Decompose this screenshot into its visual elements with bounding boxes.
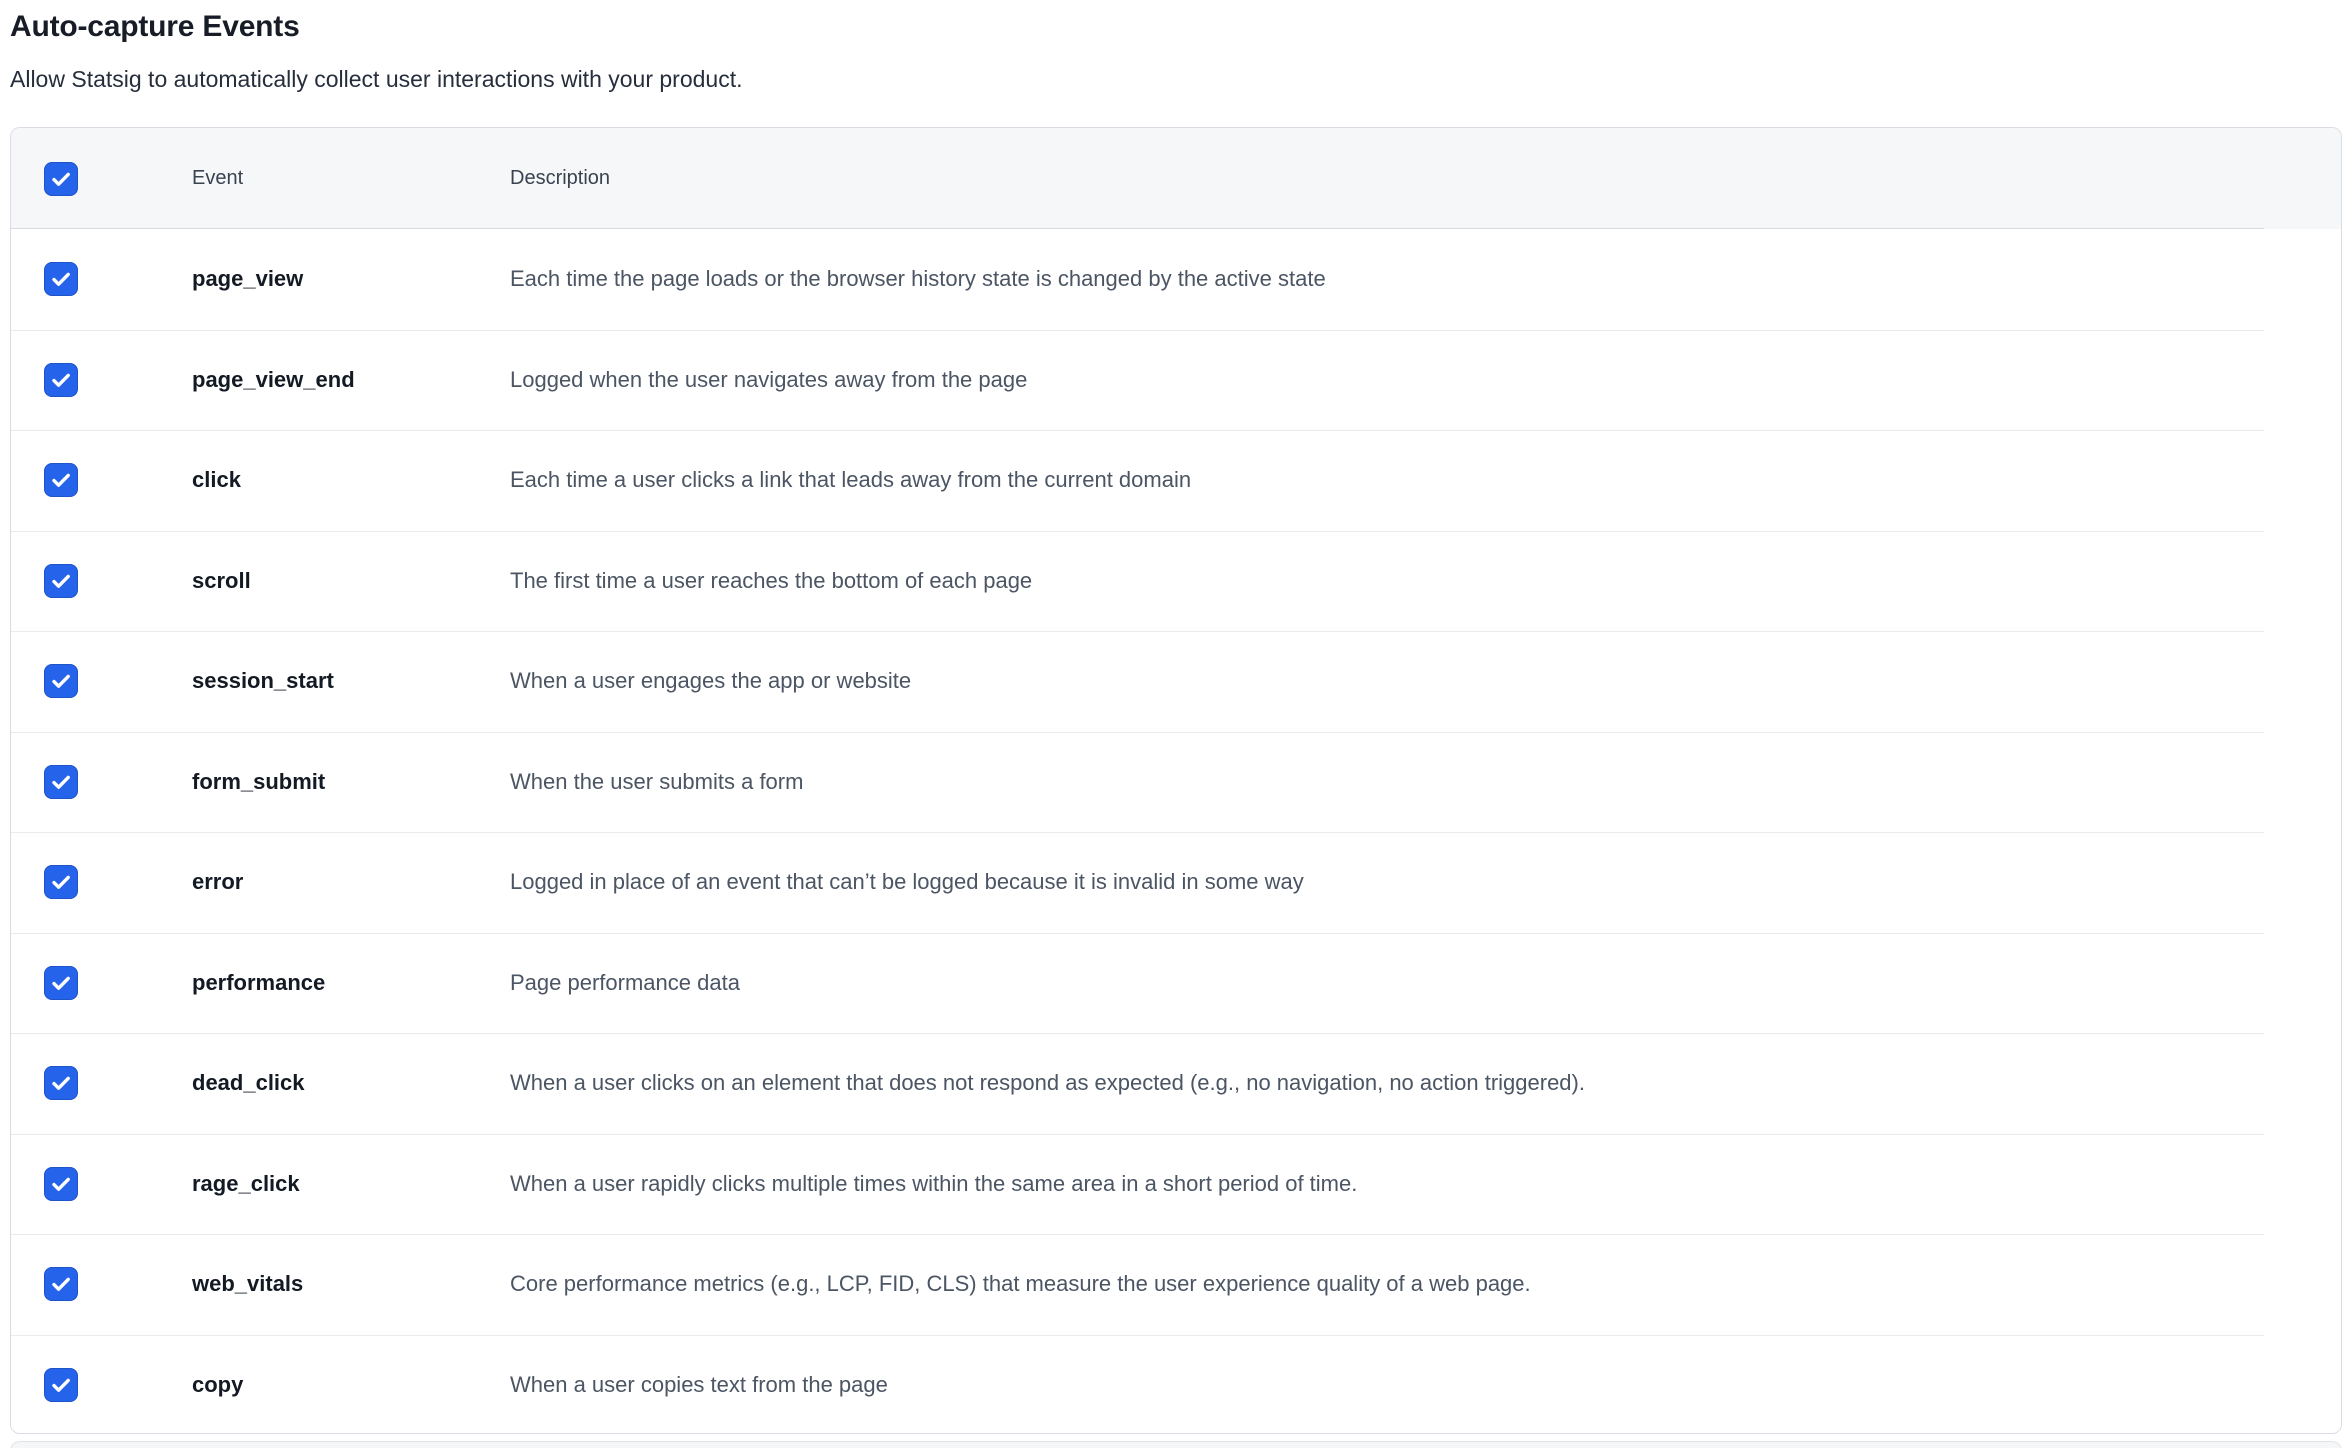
row-description-cell (510, 1372, 2341, 1398)
event-name: session_start (192, 668, 334, 694)
table-row (11, 330, 2341, 431)
table-row (11, 1134, 2341, 1235)
event-description: When a user copies text from the page (510, 1371, 888, 1397)
event-name: rage_click (192, 1170, 300, 1196)
check-icon (49, 870, 73, 894)
event-name: click (192, 467, 241, 493)
check-icon (49, 1272, 73, 1296)
row-checkbox-cell (11, 1066, 192, 1100)
table-row (11, 933, 2341, 1034)
page-subtitle: Allow Statsig to automatically collect user interactions with your product. (10, 66, 743, 92)
row-event-cell (192, 367, 510, 393)
table-row (11, 1335, 2341, 1435)
event-description: Core performance metrics (e.g., LCP, FID, CLS) that measure the user experience quality of a web page. (510, 1271, 1531, 1297)
row-description-cell (510, 467, 2341, 493)
event-name: copy (192, 1371, 244, 1397)
table-row (11, 531, 2341, 632)
row-description-cell (510, 367, 2341, 393)
event-description: Each time a user clicks a link that leads away from the current domain (510, 467, 1192, 493)
event-description: Page performance data (510, 969, 740, 995)
check-icon (49, 569, 73, 593)
row-checkbox-cell (11, 363, 192, 397)
check-icon (49, 267, 73, 291)
event-name: page_view_end (192, 366, 355, 392)
row-checkbox-cell (11, 1267, 192, 1301)
row-description-cell (510, 1171, 2341, 1197)
check-icon (49, 770, 73, 794)
row-description-cell (510, 568, 2341, 594)
row-event-cell (192, 266, 510, 292)
row-event-cell (192, 668, 510, 694)
row-event-cell (192, 1070, 510, 1096)
table-row (11, 430, 2341, 531)
check-icon (49, 167, 73, 191)
row-checkbox-cell (11, 865, 192, 899)
table-row (11, 1234, 2341, 1335)
table-body (11, 229, 2341, 1434)
event-description: When a user clicks on an element that does not respond as expected (e.g., no navigation, no action triggered). (510, 1070, 1585, 1096)
row-description-cell (510, 668, 2341, 694)
row-event-cell (192, 1372, 510, 1398)
event-description: When the user submits a form (510, 768, 804, 794)
row-event-cell (192, 1271, 510, 1297)
row-checkbox-cell (11, 1368, 192, 1402)
row-checkbox[interactable] (44, 765, 78, 799)
table-row (11, 832, 2341, 933)
row-description-cell (510, 970, 2341, 996)
row-description-cell (510, 869, 2341, 895)
event-name: page_view (192, 266, 304, 292)
table-row (11, 631, 2341, 732)
event-name: scroll (192, 567, 251, 593)
row-checkbox[interactable] (44, 966, 78, 1000)
events-table-card (10, 127, 2342, 1434)
next-section-top-edge (10, 1441, 2342, 1448)
check-icon (49, 1172, 73, 1196)
column-header-description: Description (510, 167, 611, 189)
row-checkbox-cell (11, 966, 192, 1000)
event-name: dead_click (192, 1070, 305, 1096)
event-name: error (192, 869, 244, 895)
event-description: When a user engages the app or website (510, 668, 912, 694)
row-checkbox[interactable] (44, 664, 78, 698)
row-checkbox[interactable] (44, 564, 78, 598)
event-name: performance (192, 969, 326, 995)
check-icon (49, 971, 73, 995)
check-icon (49, 1373, 73, 1397)
event-description: Logged in place of an event that can’t be logged because it is invalid in some way (510, 869, 1304, 895)
table-row (11, 732, 2341, 833)
table-header-row (11, 128, 2341, 229)
row-checkbox-cell (11, 765, 192, 799)
select-all-checkbox[interactable] (44, 162, 78, 196)
row-checkbox-cell (11, 262, 192, 296)
row-event-cell (192, 1171, 510, 1197)
row-checkbox[interactable] (44, 463, 78, 497)
row-description-cell (510, 1070, 2341, 1096)
row-description-cell (510, 769, 2341, 795)
header-description-cell (510, 167, 2341, 190)
row-checkbox[interactable] (44, 1167, 78, 1201)
page-title: Auto-capture Events (10, 10, 300, 43)
row-description-cell (510, 266, 2341, 292)
row-checkbox[interactable] (44, 1267, 78, 1301)
row-event-cell (192, 769, 510, 795)
row-checkbox-cell (11, 463, 192, 497)
header-event-cell (192, 167, 510, 190)
column-header-event: Event (192, 167, 244, 189)
check-icon (49, 1071, 73, 1095)
row-event-cell (192, 970, 510, 996)
row-checkbox-cell (11, 664, 192, 698)
row-description-cell (510, 1271, 2341, 1297)
event-name: form_submit (192, 768, 326, 794)
table-row (11, 229, 2341, 330)
row-event-cell (192, 568, 510, 594)
row-checkbox[interactable] (44, 865, 78, 899)
row-checkbox[interactable] (44, 262, 78, 296)
row-checkbox[interactable] (44, 1066, 78, 1100)
row-event-cell (192, 869, 510, 895)
table-row (11, 1033, 2341, 1134)
row-checkbox-cell (11, 1167, 192, 1201)
row-checkbox[interactable] (44, 1368, 78, 1402)
row-checkbox[interactable] (44, 363, 78, 397)
row-checkbox-cell (11, 564, 192, 598)
event-name: web_vitals (192, 1271, 304, 1297)
event-description: The first time a user reaches the bottom of each page (510, 567, 1033, 593)
row-event-cell (192, 467, 510, 493)
event-description: Each time the page loads or the browser history state is changed by the active state (510, 266, 1326, 292)
check-icon (49, 368, 73, 392)
check-icon (49, 669, 73, 693)
event-description: Logged when the user navigates away from the page (510, 366, 1028, 392)
header-checkbox-cell (11, 162, 192, 196)
event-description: When a user rapidly clicks multiple times within the same area in a short period of time. (510, 1170, 1358, 1196)
check-icon (49, 468, 73, 492)
